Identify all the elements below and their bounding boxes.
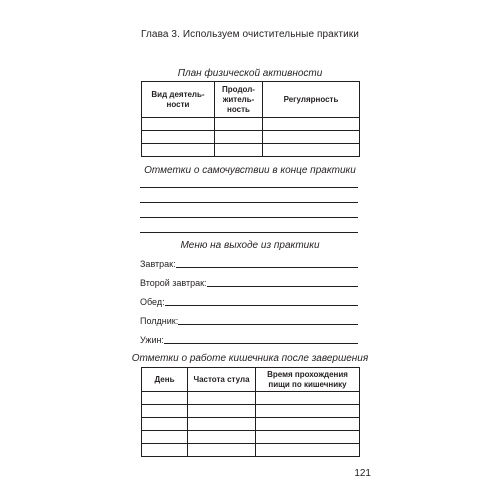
table-cell: [263, 118, 360, 131]
activity-header-type: Вид деятель- ности: [142, 82, 215, 118]
table-cell: [142, 444, 188, 457]
table-cell: [263, 131, 360, 144]
table-cell: [142, 418, 188, 431]
menu-field-line: [207, 286, 358, 287]
table-cell: [188, 418, 256, 431]
table-cell: [256, 392, 360, 405]
wellbeing-note-line: [140, 232, 358, 233]
table-row: [142, 405, 360, 418]
activity-plan-title: План физической активности: [177, 68, 323, 79]
activity-plan-table: [141, 81, 360, 157]
table-cell: [142, 144, 215, 157]
table-cell: [256, 405, 360, 418]
menu-field-line: [178, 324, 358, 325]
menu-field-label: Второй завтрак:: [140, 278, 207, 288]
menu-field-dinner: [140, 332, 358, 346]
table-row: [142, 131, 360, 144]
table-row: [142, 392, 360, 405]
menu-field-second-breakfast: [140, 275, 358, 289]
wellbeing-notes-title: Отметки о самочувствии в конце практики: [144, 165, 356, 176]
table-cell: [188, 392, 256, 405]
bowel-notes-title: Отметки о работе кишечника после завершения: [131, 353, 369, 364]
exit-menu-title: Меню на выходе из практики: [180, 240, 320, 251]
table-cell: [263, 144, 360, 157]
table-cell: [142, 118, 215, 131]
bowel-header-frequency: Частота стула: [188, 368, 256, 392]
menu-field-afternoon-snack: [140, 313, 358, 327]
running-head: Глава 3. Используем очистительные практики: [141, 29, 359, 40]
table-cell: [142, 405, 188, 418]
menu-field-line: [165, 305, 358, 306]
table-row: [142, 144, 360, 157]
bowel-notes-table: [141, 367, 360, 457]
menu-field-line: [176, 267, 358, 268]
table-cell: [215, 131, 263, 144]
table-cell: [256, 444, 360, 457]
table-row: [142, 118, 360, 131]
activity-header-duration: Продол- житель- ность: [215, 82, 263, 118]
table-cell: [188, 444, 256, 457]
page-number: 121: [354, 468, 371, 479]
menu-field-label: Полдник:: [140, 316, 179, 326]
menu-field-label: Обед:: [140, 297, 165, 307]
table-cell: [256, 431, 360, 444]
table-cell: [142, 131, 215, 144]
table-row: [142, 444, 360, 457]
table-cell: [256, 418, 360, 431]
bowel-header-transit-time: Время прохождения пищи по кишечнику: [256, 368, 360, 392]
table-cell: [142, 431, 188, 444]
table-cell: [215, 118, 263, 131]
menu-field-breakfast: [140, 256, 358, 270]
wellbeing-note-line: [140, 187, 358, 188]
table-cell: [215, 144, 263, 157]
menu-field-line: [164, 343, 358, 344]
table-cell: [188, 405, 256, 418]
activity-header-regularity: Регулярность: [263, 82, 360, 118]
menu-field-lunch: [140, 294, 358, 308]
wellbeing-note-line: [140, 202, 358, 203]
table-row: [142, 418, 360, 431]
table-cell: [142, 392, 188, 405]
menu-field-label: Завтрак:: [140, 259, 176, 269]
bowel-header-day: День: [142, 368, 188, 392]
table-cell: [188, 431, 256, 444]
wellbeing-note-line: [140, 217, 358, 218]
menu-field-label: Ужин:: [140, 335, 164, 345]
table-row: [142, 431, 360, 444]
